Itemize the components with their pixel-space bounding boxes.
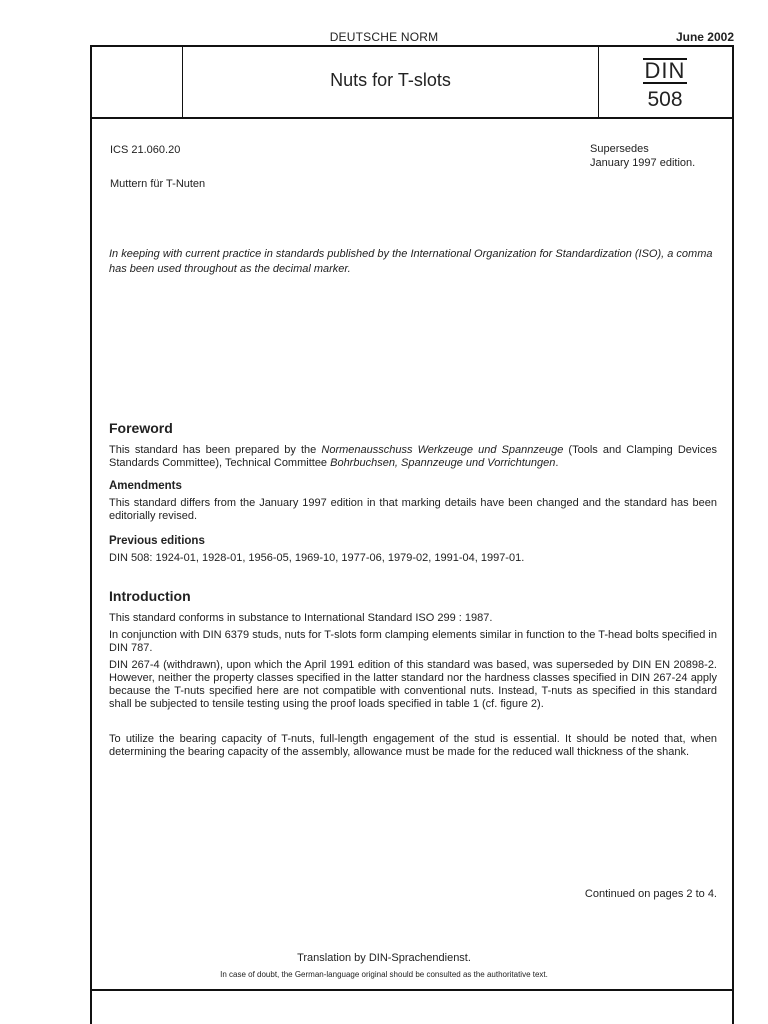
- technical-committee-name: Bohrbuchsen, Spannzeuge und Vorrichtungen: [330, 457, 556, 469]
- foreword-text-a: This standard has been prepared by the: [109, 444, 322, 456]
- introduction-p1: This standard conforms in substance to International Standard ISO 299 : 1987.: [109, 612, 493, 624]
- amendments-heading: Amendments: [109, 480, 182, 492]
- supersedes-line1: Supersedes: [590, 143, 649, 155]
- continued-note: Continued on pages 2 to 4.: [584, 888, 717, 900]
- introduction-p4: To utilize the bearing capacity of T-nuts, full-length engagement of the stud is essential. It should be noted that, when determining the bearing capacity of the assembly, allowance must be made for the reduced wall thickness of the shank.: [109, 733, 717, 758]
- previous-editions-heading: Previous editions: [109, 535, 205, 547]
- supersedes-block: [590, 142, 695, 170]
- norm-label: DEUTSCHE NORM: [329, 30, 439, 44]
- foreword-text-c: (Tools and Clamping Devices Standards Committee), Technical Committee: [109, 444, 717, 469]
- translation-credit: Translation by DIN-Sprachendienst.: [297, 952, 471, 964]
- footer-divider: [90, 989, 734, 991]
- decimal-note: In keeping with current practice in standards published by the International Organization for Standardization (ISO), a comma has been used throughout as the decimal marker.: [109, 248, 713, 275]
- din-number: 508: [647, 88, 683, 111]
- din-logo-text: DIN: [644, 58, 686, 83]
- header-divider: [90, 117, 734, 119]
- supersedes-line2: January 1997 edition.: [590, 157, 696, 169]
- introduction-p3: DIN 267-4 (withdrawn), upon which the April 1991 edition of this standard was based, was superseded by DIN EN 20898-2. However, neither the property classes specified in the latter standard nor the hardness classes specified in DIN 267-24 apply because the T-nuts specified here are not compatible with conventional nuts. Instead, T-nuts as specified in this standard shall be subjected to tensile testing using the proof loads specified in table 1 (cf. figure 2).: [109, 659, 717, 710]
- ics-code: ICS 21.060.20: [110, 144, 181, 156]
- publication-date: June 2002: [675, 30, 734, 44]
- foreword-text: [109, 444, 717, 470]
- introduction-p2: In conjunction with DIN 6379 studs, nuts for T-slots form clamping elements similar in function to the T-head bolts specified in DIN 787.: [109, 629, 717, 654]
- din-logo: [628, 58, 702, 84]
- committee-name: Normenausschuss Werkzeuge und Spannzeuge: [321, 444, 564, 456]
- introduction-heading: Introduction: [109, 588, 191, 604]
- amendments-text: This standard differs from the January 1997 edition in that marking details have been changed and the standard has been editorially revised.: [109, 497, 717, 522]
- page-title: Nuts for T-slots: [330, 70, 451, 90]
- foreword-heading: Foreword: [109, 420, 173, 436]
- authoritative-text-note: In case of doubt, the German-language original should be consulted as the authoritative text.: [220, 970, 548, 979]
- previous-editions-text: DIN 508: 1924-01, 1928-01, 1956-05, 1969-10, 1977-06, 1979-02, 1991-04, 1997-01.: [109, 552, 525, 564]
- foreword-text-e: .: [555, 457, 559, 469]
- header-right-divider: [598, 46, 599, 117]
- german-title: Muttern für T-Nuten: [110, 178, 206, 190]
